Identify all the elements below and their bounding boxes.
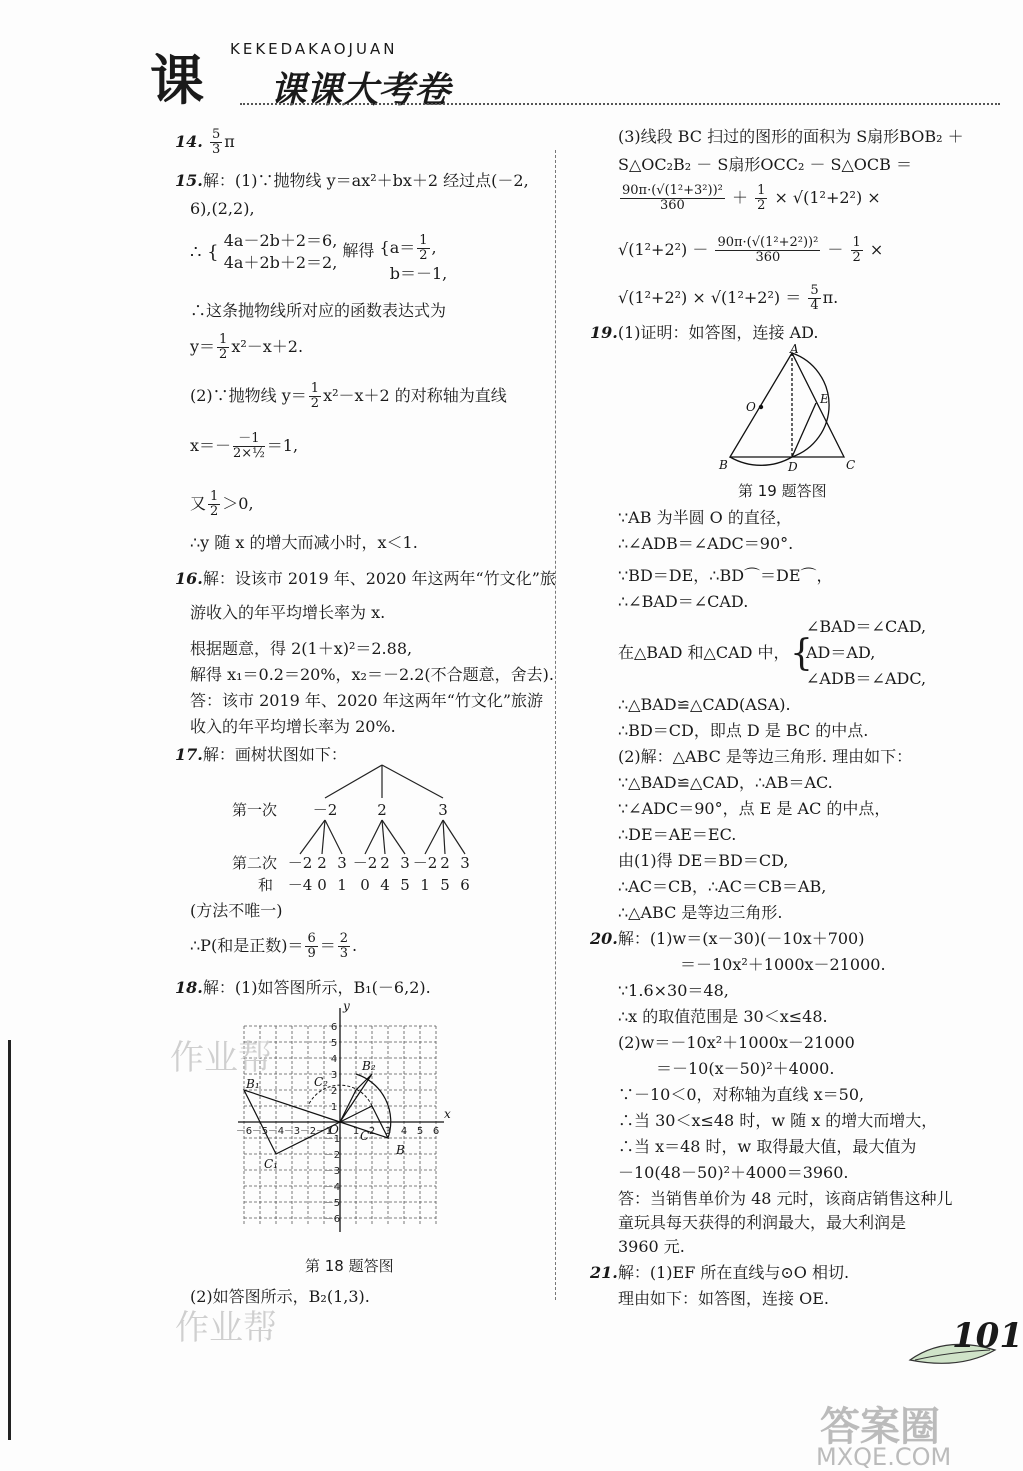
fig18-xtick: －6 <box>235 1126 253 1137</box>
q20-line8: ∴当 30＜x≤48 时，w 随 x 的增大而增大， <box>618 1111 938 1130</box>
tree-sum: 4 <box>380 876 390 894</box>
fig19-label: C <box>846 458 856 472</box>
tree-first: 3 <box>438 801 448 819</box>
fig18-ytick: －1 <box>323 1134 341 1145</box>
q19-line2: ∵AB 为半圆 O 的直径， <box>618 508 792 527</box>
q15-system: ∴ { 4a－2b＋2＝6, 4a＋2b＋2＝2, 解得 {a＝ $\frac{1}{2}$ , b＝－1, <box>190 231 448 283</box>
q18-line1: 18.解：(1)如答图所示，B₁(－6,2). <box>175 978 431 997</box>
q16-line1: 16.解：设该市 2019 年、2020 年这两年“竹文化”旅 <box>175 569 556 588</box>
q20-line10: －10(48－50)²＋4000＝3960. <box>618 1163 849 1182</box>
tree-sum: 5 <box>440 876 450 894</box>
q19-line8: ∴BD＝CD，即点 D 是 BC 的中点. <box>618 721 869 740</box>
fig18-xtick: 6 <box>432 1126 440 1137</box>
tree-row-sum-label: 和 <box>258 876 274 894</box>
fig18-xtick: －3 <box>283 1126 301 1137</box>
q16-line5: 答：该市 2019 年、2020 年这两年“竹文化”旅游 <box>190 691 544 710</box>
column-divider <box>555 150 556 1300</box>
tree-first: －2 <box>312 801 338 819</box>
q19-cond3: ∠ADB＝∠ADC, <box>806 669 927 688</box>
frac-5-3: $\frac{5}{3}$ <box>211 127 221 157</box>
fig18-xtick: －4 <box>267 1126 285 1137</box>
fig18-xtick: 1 <box>352 1126 360 1137</box>
tree-sum: 0 <box>317 876 327 894</box>
q18c-line4: √(1²+2²) － $\frac{\text{90π·(√(1²+2²))²}}{360}$ － $\frac{1}{2}$ × <box>618 235 884 265</box>
site-url: MXQE.COM <box>816 1443 952 1471</box>
q19-line9: (2)解：△ABC 是等边三角形. 理由如下： <box>618 747 913 766</box>
q19-line7: ∴△BAD≌△CAD(ASA). <box>618 695 791 714</box>
fig18-label: C₁ <box>264 1157 278 1171</box>
fig19-diagram <box>710 342 870 475</box>
q21-line2: 理由如下：如答图，连接 OE. <box>618 1289 829 1308</box>
fig19-center-dot <box>759 405 763 409</box>
q20-line4: ∴x 的取值范围是 30＜x≤48. <box>618 1007 828 1026</box>
q19-line3: ∴∠ADB＝∠ADC＝90°. <box>618 534 794 553</box>
fig18-xtick: 4 <box>400 1126 408 1137</box>
header-rule <box>240 103 1000 105</box>
fig18-axis-y: y <box>343 999 350 1013</box>
q19-line10: ∵△BAD≌△CAD，∴AB＝AC. <box>618 773 833 792</box>
fig18-ytick: －5 <box>323 1198 341 1209</box>
q18c-line3: $\frac{\text{90π·(√(1²+3²))²}}{360}$ ＋ $\frac{1}{2}$ × √(1²+2²) × <box>622 183 881 213</box>
q20-line5: (2)w＝－10x²＋1000x－21000 <box>618 1033 855 1052</box>
q20-line13: 3960 元. <box>618 1237 685 1256</box>
q19-line14: ∴AC＝CB，∴AC＝CB＝AB, <box>618 877 827 896</box>
fig18-xtick: －5 <box>251 1126 269 1137</box>
fig18-label: C <box>360 1129 370 1143</box>
fig18-ytick: 1 <box>330 1102 338 1113</box>
tree-second: －2 <box>287 854 313 872</box>
fig18-ytick: －4 <box>323 1182 341 1193</box>
tree-second: 2 <box>440 854 450 872</box>
faded-watermark: 作业帮 <box>170 1038 272 1078</box>
fig18-ytick: 3 <box>330 1070 338 1081</box>
brand-title: 课课大考卷 <box>270 69 451 111</box>
q19-line15: ∴△ABC 是等边三角形. <box>618 903 783 922</box>
site-watermark: 答案圈 <box>820 1404 940 1450</box>
fig18-ytick: 5 <box>330 1038 338 1049</box>
q20-line6: ＝－10(x－50)²＋4000. <box>656 1059 835 1078</box>
tree-second: 2 <box>380 854 390 872</box>
fig18-ytick: －3 <box>323 1166 341 1177</box>
q20-line2: ＝－10x²＋1000x－21000. <box>680 955 886 974</box>
fig18-origin: O <box>329 1123 339 1137</box>
q19-line4: ∵BD＝DE，∴BD⌒＝DE⌒， <box>618 566 833 585</box>
q18c-line1: (3)线段 BC 扫过的图形的面积为 S扇形BOB₂ ＋ <box>618 127 964 146</box>
q15-line2: 6),(2,2), <box>190 199 255 218</box>
tree-second: －2 <box>352 854 378 872</box>
q19-brace: { <box>790 633 813 674</box>
q16-line3: 根据题意，得 2(1＋x)²＝2.88, <box>190 639 413 658</box>
q14: 14. $\frac{5}{3}$ π <box>175 127 235 157</box>
fig18-xtick: 3 <box>384 1126 392 1137</box>
page-number: 101 <box>952 1316 1023 1356</box>
tree-second: 2 <box>317 854 327 872</box>
q15-line6: y＝ $\frac{1}{2}$ x²－x＋2. <box>190 332 304 362</box>
q19-line5: ∴∠BAD＝∠CAD. <box>618 592 749 611</box>
q19-cond1: ∠BAD＝∠CAD, <box>806 617 927 636</box>
fig18-label: B <box>396 1143 405 1157</box>
fig18-caption: 第 18 题答图 <box>305 1257 394 1275</box>
tree-first: 2 <box>377 801 387 819</box>
tree-second: 3 <box>400 854 410 872</box>
tree-sum: 1 <box>337 876 347 894</box>
fig18-ytick: 6 <box>330 1022 338 1033</box>
q20-line3: ∵1.6×30＝48, <box>618 981 729 1000</box>
fig18-xtick: －1 <box>315 1126 333 1137</box>
q17-prob: ∴P(和是正数)＝ $\frac{6}{9}$ ＝ $\frac{2}{3}$ . <box>190 931 358 961</box>
tree-second: －2 <box>412 854 438 872</box>
fig19-label: D <box>788 460 798 474</box>
fig18-ytick: －2 <box>323 1150 341 1161</box>
q18c-line2: S△OC₂B₂ － S扇形OCC₂ － S△OCB ＝ <box>618 155 913 174</box>
q15-line5: ∴这条抛物线所对应的函数表达式为 <box>190 301 447 320</box>
brand-logo: 课 <box>150 48 200 112</box>
q20-line7: ∵－10＜0，对称轴为直线 x＝50, <box>618 1085 865 1104</box>
q17-note: (方法不唯一) <box>190 901 283 920</box>
margin-line <box>8 1040 11 1440</box>
fig18-xtick: －2 <box>299 1126 317 1137</box>
fig19-caption: 第 19 题答图 <box>738 482 827 500</box>
fig18-xtick: 5 <box>416 1126 424 1137</box>
fig18-label: B₁ <box>246 1077 260 1091</box>
q16-line2: 游收入的年平均增长率为 x. <box>190 603 386 622</box>
q19-cond2: AD＝AD, <box>806 643 876 662</box>
q18c-line5: √(1²+2²) × √(1²+2²) ＝ $\frac{5}{4}$ π. <box>618 283 839 313</box>
tree-diagram <box>230 760 490 895</box>
q16-line4: 解得 x₁＝0.2＝20%，x₂＝－2.2(不合题意，舍去). <box>190 665 554 684</box>
fig19-label: E <box>820 392 829 406</box>
tree-second: 3 <box>337 854 347 872</box>
q19-line13: 由(1)得 DE＝BD＝CD, <box>618 851 789 870</box>
fig18-label: B₂ <box>362 1059 376 1073</box>
tree-sum: 1 <box>420 876 430 894</box>
faded-watermark-2: 作业帮 <box>175 1308 277 1348</box>
fig18-axis-x: x <box>444 1107 451 1121</box>
tree-second: 3 <box>460 854 470 872</box>
tree-row-first-label: 第一次 <box>232 801 278 819</box>
tree-sum: －4 <box>287 876 313 894</box>
q15-line10: ∴y 随 x 的增大而减小时，x＜1. <box>190 533 418 552</box>
fig19-label: A <box>790 342 799 356</box>
q16-line6: 收入的年平均增长率为 20%. <box>190 717 396 736</box>
q15-line7: (2)∵抛物线 y＝ $\frac{1}{2}$ x²－x＋2 的对称轴为直线 <box>190 381 507 411</box>
fig19-label: O <box>746 400 756 414</box>
fig19-label: B <box>719 458 728 472</box>
q17-line1: 17.解：画树状图如下： <box>175 745 347 764</box>
q20-line12: 童玩具每天获得的利润最大，最大利润是 <box>618 1213 907 1232</box>
q19-line11: ∵∠ADC＝90°，点 E 是 AC 的中点， <box>618 799 891 818</box>
q15-line8: x＝－ $\frac{-1}{\text{2×½}}$ ＝1, <box>190 431 299 461</box>
q20-line11: 答：当销售单价为 48 元时，该商店销售这种儿 <box>618 1189 953 1208</box>
q21-line1: 21.解：(1)EF 所在直线与⊙O 相切. <box>590 1263 850 1282</box>
q18-line2: (2)如答图所示，B₂(1,3). <box>190 1287 370 1306</box>
tree-sum: 6 <box>460 876 470 894</box>
q20-line1: 20.解：(1)w＝(x－30)(－10x＋700) <box>590 929 865 948</box>
brand-pinyin: KEKEDAKAOJUAN <box>230 40 398 58</box>
q19-line1: 19.(1)证明：如答图，连接 AD. <box>590 323 819 342</box>
q19-line12: ∴DE＝AE＝EC. <box>618 825 737 844</box>
fig18-xtick: 2 <box>368 1126 376 1137</box>
fig18-ytick: 2 <box>330 1086 338 1097</box>
fig18-label: C₂ <box>314 1075 328 1089</box>
tree-row-second-label: 第二次 <box>232 854 278 872</box>
fig18-ytick: 4 <box>330 1054 338 1065</box>
q20-line9: ∴当 x＝48 时，w 取得最大值，最大值为 <box>618 1137 917 1156</box>
tree-sum: 5 <box>400 876 410 894</box>
q15-line9: 又 $\frac{1}{2}$ ＞0, <box>190 489 254 519</box>
tree-sum: 0 <box>360 876 370 894</box>
fig18-ytick: －6 <box>323 1214 341 1225</box>
q15-line1: 15.解：(1)∵抛物线 y＝ax²＋bx＋2 经过点(－2, <box>175 171 529 190</box>
q19-line6: 在△BAD 和△CAD 中， <box>618 643 790 662</box>
